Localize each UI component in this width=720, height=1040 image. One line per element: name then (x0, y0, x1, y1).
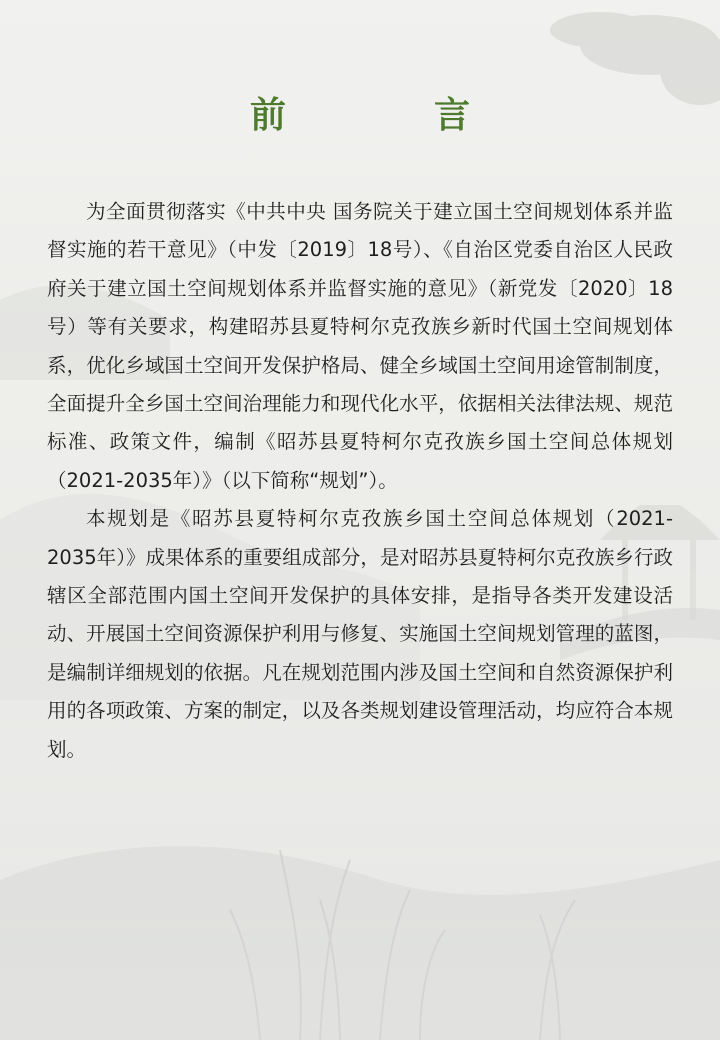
paragraph: 为全面贯彻落实《中共中央 国务院关于建立国土空间规划体系并监督实施的若干意见》（中发〔2019〕18号）、《自治区党委自治区人民政府关于建立国土空间规划体系并监督实施的意见》（新党发〔2020〕18 号）等有关要求，构建昭苏县夏特柯尔克孜族乡新时代国土空间规划体系，优化乡域国土空间开发保护格局、健全乡域国土空间用途管制制度，全面提升全乡国土空间治理能力和现代化水平，依据相关法律法规、规范标准、政策文件，编制《昭苏县夏特柯尔克孜族乡国土空间总体规划（2021-2035年）》（以下简称“规划”）。 (47, 200, 673, 492)
paragraph: 本规划是《昭苏县夏特柯尔克孜族乡国土空间总体规划（2021-2035年）》成果体系的重要组成部分，是对昭苏县夏特柯尔克孜族乡行政辖区全部范围内国土空间开发保护的具体安排，是指导各类开发建设活动、开展国土空间资源保护利用与修复、实施国土空间规划管理的蓝图，是编制详细规划的依据。凡在规划范围内涉及国土空间和自然资源保护利用的各项政策、方案的制定，以及各类规划建设管理活动，均应符合本规划。 (47, 507, 673, 761)
preface-body (47, 193, 673, 769)
page-title: 前 言 (249, 95, 526, 136)
